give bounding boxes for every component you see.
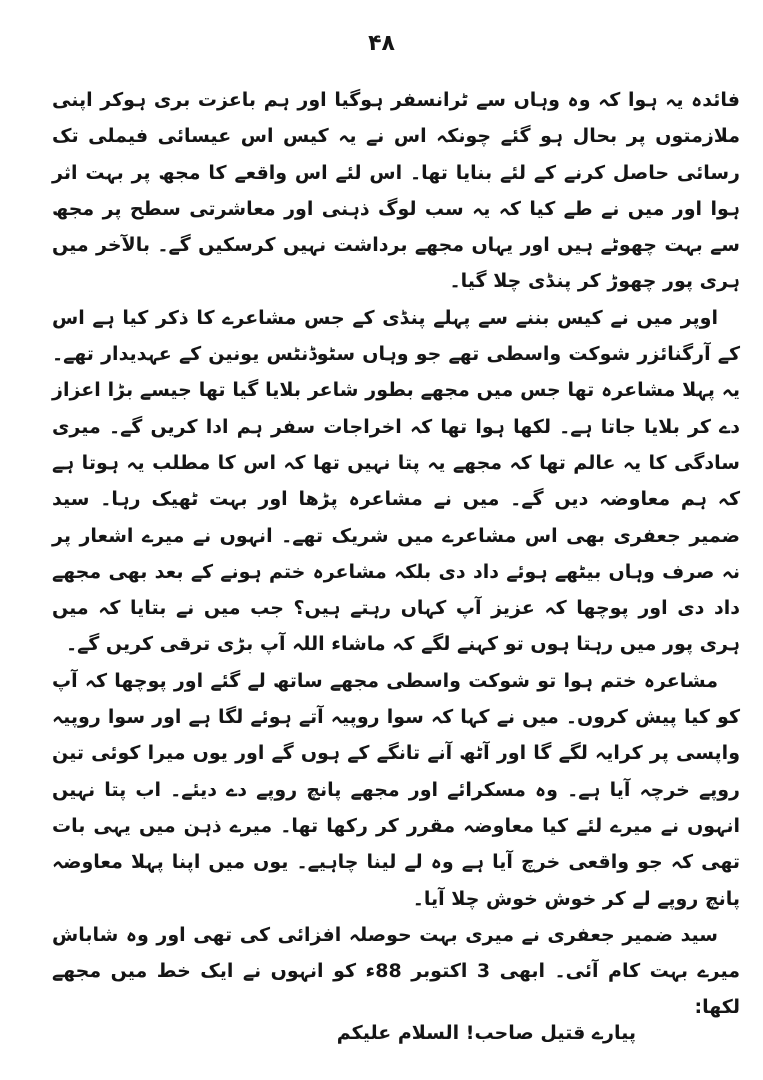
page-number: ۴۸ [368, 31, 395, 56]
paragraph-2: اوپر میں نے کیس بننے سے پہلے پنڈی کے جس مشاعرے کا ذکر کیا ہے اس کے آرگنائزر شوکت واسطی تھے جو وہاں سٹوڈنٹس یونین کے عہدیدار تھے۔ یہ پہلا مشاعرہ تھا جس میں مجھے بطور شاعر بلایا گیا تھا جیسے بڑا اعزاز دے کر بلایا جاتا ہے۔ لکھا ہوا تھا کہ اخراجات سفر ہم ادا کریں گے۔ میری سادگی کا یہ عالم تھا کہ مجھے یہ پتا نہیں تھا کہ اس کا مطلب یہ ہوتا ہے کہ ہم معاوضہ دیں گے۔ میں نے مشاعرہ پڑھا اور بہت ٹھیک رہا۔ سید ضمیر جعفری بھی اس مشاعرے میں شریک تھے۔ انہوں نے میرے اشعار پر نہ صرف وہاں بیٹھے ہوئے داد دی بلکہ مشاعرہ ختم ہونے کے بعد بھی مجھے داد دی اور پوچھا کہ عزیز آپ کہاں رہتے ہیں؟ جب میں نے بتایا کہ میں ہری پور میں رہتا ہوں تو کہنے لگے کہ ماشاء اللہ آپ بڑی ترقی کریں گے۔ [52, 306, 740, 656]
paragraph-3: مشاعرہ ختم ہوا تو شوکت واسطی مجھے ساتھ لے گئے اور پوچھا کہ آپ کو کیا پیش کروں۔ میں نے کہا کہ سوا روپیہ آتے ہوئے لگا ہے اور سوا روپیہ واپسی پر کرایہ لگے گا اور آٹھ آنے تانگے کے ہوں گے اور یوں میرا کوئی تین روپے خرچہ آیا ہے۔ وہ مسکرائے اور مجھے پانچ روپے دے دیئے۔ اب پتا نہیں انہوں نے میرے لئے کیا معاوضہ مقرر کر رکھا تھا۔ میرے ذہن میں یہی بات تھی کہ جو واقعی خرچ آیا ہے وہ لے لینا چاہیے۔ یوں میں اپنا پہلا معاوضہ پانچ روپے لے کر خوش خوش چلا آیا۔ [52, 669, 740, 910]
paragraph-4: سید ضمیر جعفری نے میری بہت حوصلہ افزائی کی تھی اور وہ شاباش میرے بہت کام آئی۔ ابھی 3 اکتوبر 88ء کو انہوں نے ایک خط میں مجھے لکھا: [52, 923, 740, 1019]
paragraph-1: فائدہ یہ ہوا کہ وہ وہاں سے ٹرانسفر ہوگیا اور ہم باعزت بری ہوکر اپنی ملازمتوں پر بحال ہو گئے چونکہ اس نے یہ کیس اس عیسائی فیملی تک رسائی حاصل کرنے کے لئے بنایا تھا۔ اس لئے اس واقعے کا مجھ پر بہت اثر ہوا اور میں نے طے کیا کہ یہ سب لوگ ذہنی اور معاشرتی سطح پر مجھ سے بہت چھوٹے ہیں اور یہاں مجھے برداشت نہیں کرسکیں گے۔ بالآخر میں ہری پور چھوڑ کر پنڈی چلا گیا۔ [52, 89, 740, 293]
page-body [52, 82, 740, 1026]
letter-greeting: پیارے قتیل صاحب! السلام علیکم [336, 1022, 636, 1044]
